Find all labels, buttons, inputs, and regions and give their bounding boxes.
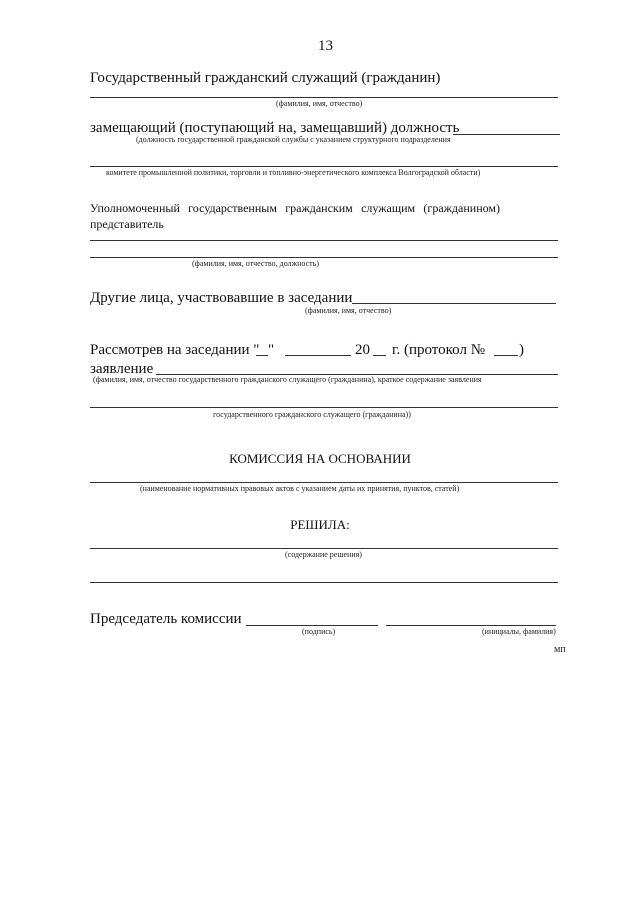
servant-name-line[interactable] <box>90 97 558 98</box>
review-quote-close: " <box>268 342 275 358</box>
commission-caption: (наименование нормативных правовых актов с указанием даты их принятия, пунктов, статей) <box>140 484 460 493</box>
servant-name-caption: (фамилия, имя, отчество) <box>276 99 363 108</box>
representative-caption: (фамилия, имя, отчество, должность) <box>192 259 319 268</box>
chair-label: Председатель комиссии <box>90 611 242 627</box>
position-label: замещающий (поступающий на, замещавший) должность <box>90 120 460 136</box>
review-label: Рассмотрев на заседании " <box>90 342 260 358</box>
review-day-line[interactable] <box>256 355 268 356</box>
review-year-line[interactable] <box>373 355 386 356</box>
others-line[interactable] <box>352 303 556 304</box>
representative-line-2[interactable] <box>90 257 558 258</box>
seal-mark: мп <box>554 644 566 655</box>
commission-basis-line[interactable] <box>90 482 558 483</box>
review-year-prefix: 20 <box>355 342 370 358</box>
others-label: Другие лица, участвовавшие в заседании <box>90 290 353 306</box>
servant-title: Государственный гражданский служащий (гражданин) <box>90 70 441 86</box>
chair-signature-caption: (подпись) <box>302 627 336 636</box>
statement-caption-1: (фамилия, имя, отчество государственного гражданского служащего (гражданина), краткое содержание заявления <box>93 375 482 384</box>
department-text: комитете промышленной политики, торговли и топливно-энергетического комплекса Волгоградской области) <box>106 168 481 177</box>
review-protocol-number-line[interactable] <box>494 355 518 356</box>
representative-line-1[interactable] <box>90 240 558 241</box>
position-line[interactable] <box>453 134 560 135</box>
commission-heading: КОМИССИЯ НА ОСНОВАНИИ <box>229 451 411 466</box>
representative-label-line2: представитель <box>90 217 164 231</box>
decision-caption: (содержание решения) <box>285 550 362 559</box>
department-line[interactable] <box>90 166 558 167</box>
chair-signature-line[interactable] <box>246 625 378 626</box>
statement-label: заявление <box>90 361 154 377</box>
review-protocol-text: г. (протокол № <box>392 342 486 358</box>
review-paren-close: ) <box>519 342 524 358</box>
decision-heading: РЕШИЛА: <box>290 517 350 532</box>
representative-label-line1: Уполномоченный государственным гражданским служащим (гражданином) <box>90 201 500 215</box>
page-number: 13 <box>318 38 333 54</box>
statement-line-2[interactable] <box>90 407 558 408</box>
review-month-line[interactable] <box>285 355 351 356</box>
chair-name-line[interactable] <box>386 625 556 626</box>
decision-line-1[interactable] <box>90 548 558 549</box>
chair-name-caption: (инициалы, фамилия) <box>482 627 556 636</box>
position-caption: (должность государственной гражданской службы с указанием структурного подразделения <box>136 135 451 144</box>
others-caption: (фамилия, имя, отчество) <box>305 306 392 315</box>
decision-line-2[interactable] <box>90 582 558 583</box>
statement-caption-2: государственного гражданского служащего (гражданина)) <box>213 410 411 419</box>
